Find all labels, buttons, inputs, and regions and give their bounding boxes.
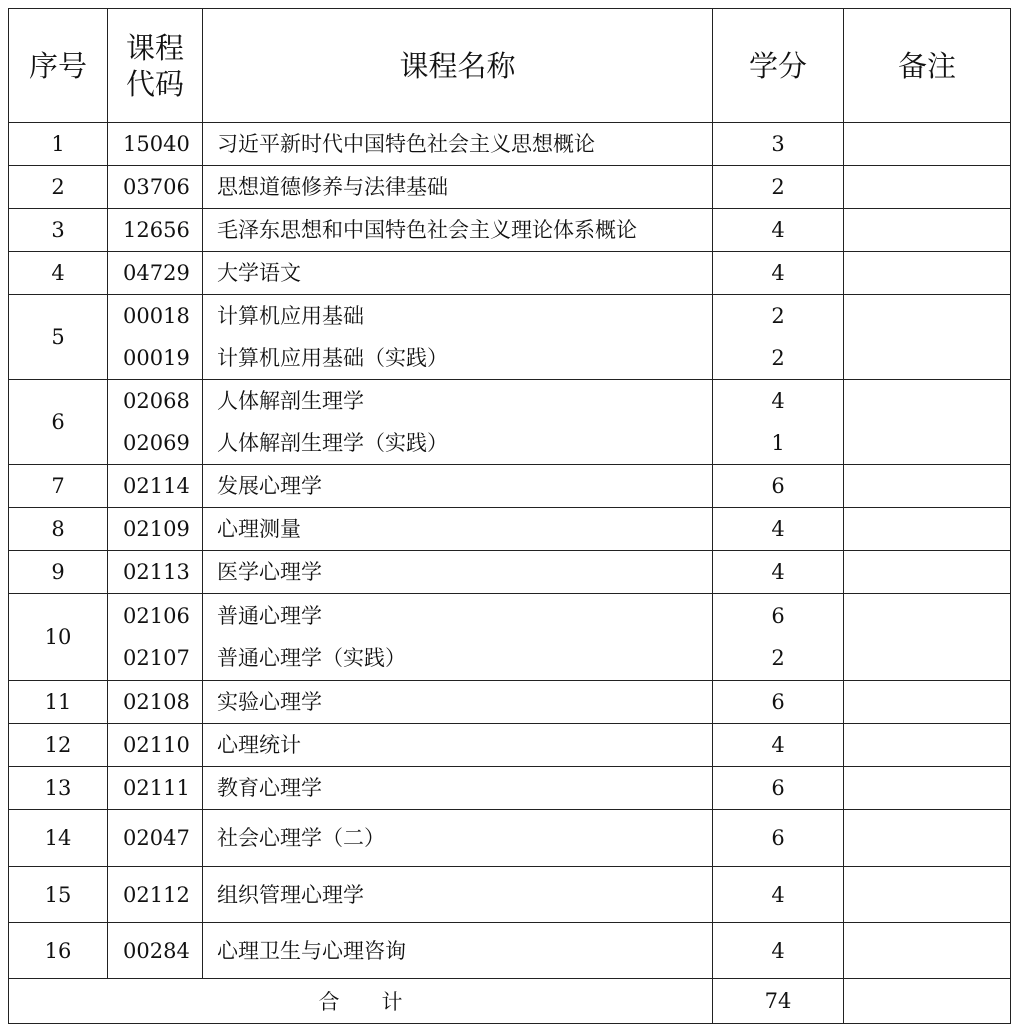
course-credit (713, 252, 844, 295)
course-credit-text: 2 (771, 646, 785, 670)
course-name-text: 教育心理学 (217, 776, 322, 800)
course-code-text: 02110 (123, 733, 190, 757)
course-code (108, 594, 203, 681)
table-row (9, 209, 1011, 252)
course-name-text: 普通心理学 (217, 604, 322, 628)
course-credit-text: 4 (771, 938, 785, 963)
row-number: 15 (9, 867, 108, 923)
row-number: 11 (9, 681, 108, 724)
course-name-text: 心理测量 (217, 517, 301, 541)
total-credit: 74 (713, 979, 844, 1024)
table-row (9, 594, 1011, 681)
course-credit-text: 6 (771, 776, 785, 800)
course-name-text: 医学心理学 (217, 560, 322, 584)
course-credit (713, 810, 844, 867)
course-code-text: 02069 (123, 431, 190, 455)
course-code-text: 04729 (123, 261, 190, 285)
course-name-text: 心理统计 (217, 733, 301, 757)
row-number: 3 (9, 209, 108, 252)
course-note (844, 681, 1011, 724)
course-credit-text: 4 (771, 882, 785, 907)
course-code (108, 209, 203, 252)
total-label: 合 计 (9, 979, 713, 1024)
course-code-text: 15040 (123, 132, 190, 156)
course-code-text: 12656 (123, 218, 190, 242)
course-credit-text: 6 (771, 474, 785, 498)
row-number: 1 (9, 123, 108, 166)
course-name (203, 767, 713, 810)
course-credit (713, 508, 844, 551)
course-code (108, 295, 203, 380)
table-row (9, 295, 1011, 380)
course-name-text: 思想道德修养与法律基础 (217, 175, 448, 199)
course-credit-text: 2 (771, 346, 785, 370)
course-name (203, 810, 713, 867)
course-note (844, 724, 1011, 767)
table-row (9, 252, 1011, 295)
course-credit (713, 724, 844, 767)
course-code-text: 03706 (123, 175, 190, 199)
course-code-text: 02068 (123, 389, 190, 413)
course-name-text: 习近平新时代中国特色社会主义思想概论 (217, 132, 595, 156)
course-credit-text: 3 (771, 132, 785, 156)
course-code-text: 00284 (123, 938, 190, 963)
course-note (844, 166, 1011, 209)
row-number: 13 (9, 767, 108, 810)
course-code (108, 551, 203, 594)
header-note: 备注 (844, 9, 1011, 123)
row-number: 2 (9, 166, 108, 209)
course-name (203, 123, 713, 166)
course-name (203, 724, 713, 767)
course-name (203, 295, 713, 380)
course-name-text: 心理卫生与心理咨询 (217, 938, 406, 963)
course-code-text: 02108 (123, 690, 190, 714)
row-number: 10 (9, 594, 108, 681)
course-code (108, 252, 203, 295)
course-name-text: 发展心理学 (217, 474, 322, 498)
row-number: 8 (9, 508, 108, 551)
course-note (844, 923, 1011, 979)
course-name (203, 923, 713, 979)
course-code (108, 166, 203, 209)
course-name-text: 毛泽东思想和中国特色社会主义理论体系概论 (217, 218, 637, 242)
course-name-text: 普通心理学（实践） (217, 646, 406, 670)
course-name (203, 594, 713, 681)
course-name (203, 166, 713, 209)
course-code-text: 02107 (123, 646, 190, 670)
course-name-text: 计算机应用基础 (217, 304, 364, 328)
course-code-text: 02106 (123, 604, 190, 628)
course-credit (713, 166, 844, 209)
course-code-text: 02112 (123, 882, 190, 907)
course-name-text: 社会心理学（二） (217, 826, 385, 850)
course-credit (713, 295, 844, 380)
course-credit (713, 923, 844, 979)
course-credit (713, 123, 844, 166)
course-credit-text: 6 (771, 826, 785, 850)
header-row (9, 9, 1011, 123)
course-code (108, 923, 203, 979)
course-code-text: 00019 (123, 346, 190, 370)
course-note (844, 551, 1011, 594)
total-note (844, 979, 1011, 1024)
course-note (844, 465, 1011, 508)
course-credit-text: 1 (771, 431, 785, 455)
header-name: 课程名称 (203, 9, 713, 123)
course-credit-text: 4 (771, 517, 785, 541)
course-name (203, 681, 713, 724)
table-row (9, 465, 1011, 508)
course-credit-text: 6 (771, 604, 785, 628)
course-name (203, 508, 713, 551)
course-name (203, 551, 713, 594)
header-no: 序号 (9, 9, 108, 123)
course-name (203, 465, 713, 508)
course-credit (713, 209, 844, 252)
course-credit (713, 867, 844, 923)
course-name-text: 人体解剖生理学（实践） (217, 431, 448, 455)
row-number: 9 (9, 551, 108, 594)
table-row (9, 166, 1011, 209)
course-name-text: 计算机应用基础（实践） (217, 346, 448, 370)
total-row (9, 979, 1011, 1024)
course-code-text: 02109 (123, 517, 190, 541)
row-number: 4 (9, 252, 108, 295)
course-code (108, 867, 203, 923)
row-number: 14 (9, 810, 108, 867)
course-code (108, 767, 203, 810)
course-note (844, 867, 1011, 923)
course-note (844, 767, 1011, 810)
course-note (844, 380, 1011, 465)
course-code-text: 02114 (123, 474, 190, 498)
course-credit-text: 4 (771, 733, 785, 757)
header-code: 课程 代码 (108, 9, 203, 123)
course-name-text: 大学语文 (217, 261, 301, 285)
course-credit-text: 4 (771, 389, 785, 413)
course-credit-text: 4 (771, 261, 785, 285)
course-note (844, 123, 1011, 166)
course-note (844, 508, 1011, 551)
table-row (9, 867, 1011, 923)
course-credit-text: 4 (771, 218, 785, 242)
table-row (9, 810, 1011, 867)
table-row (9, 923, 1011, 979)
course-credit-text: 6 (771, 690, 785, 714)
course-code (108, 465, 203, 508)
table-row (9, 724, 1011, 767)
table-row (9, 551, 1011, 594)
course-credit-text: 2 (771, 304, 785, 328)
course-code (108, 380, 203, 465)
course-note (844, 252, 1011, 295)
course-name-text: 实验心理学 (217, 690, 322, 714)
course-code-text: 02111 (123, 776, 190, 800)
course-note (844, 295, 1011, 380)
row-number: 6 (9, 380, 108, 465)
course-code-text: 02113 (123, 560, 190, 584)
course-code-text: 02047 (123, 826, 190, 850)
course-table (8, 8, 1011, 1024)
course-name (203, 209, 713, 252)
course-credit-text: 2 (771, 175, 785, 199)
header-credit: 学分 (713, 9, 844, 123)
row-number: 7 (9, 465, 108, 508)
course-credit-text: 4 (771, 560, 785, 584)
course-note (844, 594, 1011, 681)
course-name-text: 人体解剖生理学 (217, 389, 364, 413)
course-credit (713, 380, 844, 465)
course-credit (713, 594, 844, 681)
table-row (9, 508, 1011, 551)
course-code-text: 00018 (123, 304, 190, 328)
course-name (203, 252, 713, 295)
row-number: 16 (9, 923, 108, 979)
table-row (9, 767, 1011, 810)
course-code (108, 810, 203, 867)
course-code (108, 123, 203, 166)
course-credit (713, 551, 844, 594)
course-name (203, 380, 713, 465)
course-name-text: 组织管理心理学 (217, 882, 364, 907)
course-note (844, 209, 1011, 252)
table-row (9, 123, 1011, 166)
table-row (9, 681, 1011, 724)
table-row (9, 380, 1011, 465)
course-name (203, 867, 713, 923)
course-credit (713, 465, 844, 508)
course-code (108, 724, 203, 767)
row-number: 5 (9, 295, 108, 380)
course-credit (713, 767, 844, 810)
course-note (844, 810, 1011, 867)
course-credit (713, 681, 844, 724)
course-code (108, 508, 203, 551)
row-number: 12 (9, 724, 108, 767)
course-code (108, 681, 203, 724)
